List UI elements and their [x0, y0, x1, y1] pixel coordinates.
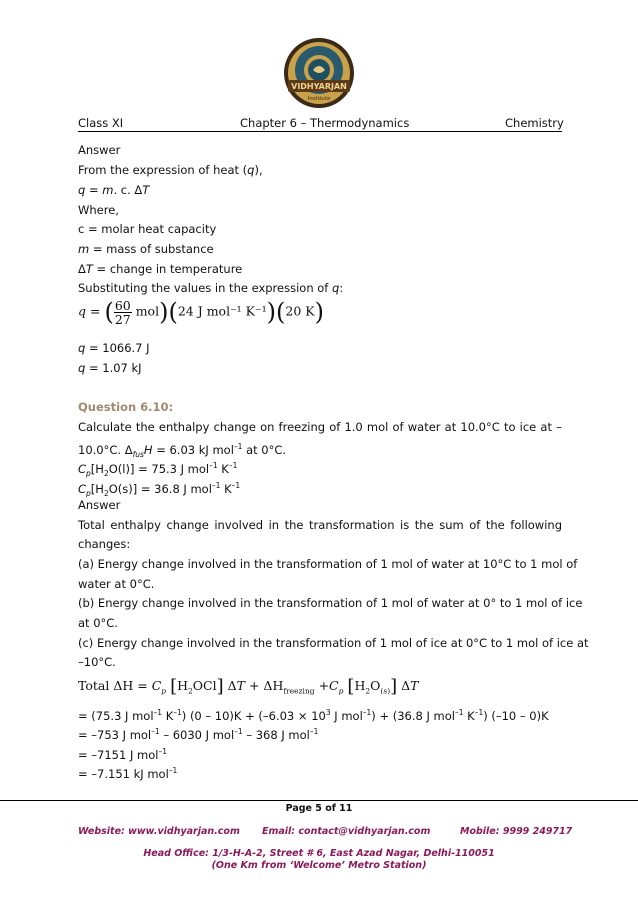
formula-line: q = m. c. ΔT [78, 183, 150, 197]
question-heading: Question 6.10: [78, 400, 174, 414]
text-line: (c) Energy change involved in the transformation of 1 mol of ice at 0°C to 1 mol of ice at [78, 636, 589, 650]
text-line: c = molar heat capacity [78, 222, 217, 236]
text-line: (b) Energy change involved in the transformation of 1 mol of water at 0° to 1 mol of ice [78, 596, 583, 610]
question-text: Calculate the enthalpy change on freezing of 1.0 mol of water at 10.0°C to ice at – [78, 420, 562, 434]
header-class: Class XI [78, 116, 124, 130]
svg-text:Institute: Institute [307, 96, 331, 102]
header-subject: Chemistry [505, 116, 564, 130]
text-line: Total enthalpy change involved in the transformation is the sum of the following [78, 518, 562, 532]
footer-mobile: Mobile: 9999 249717 [460, 826, 573, 837]
calc-step: = (75.3 J mol$^{-1}$ $K^{-1}$) $(0 - 10)K + (-6.03 \times 10^3$ J mol$^{-1}$) + (36.8 J mol$^{-1}$ $K^{-1}$) (–10 – 0)K [78, 708, 549, 723]
text-line: at 0°C. [78, 616, 118, 630]
calc-step: = –7.151 kJ mol$^{-1}$ [78, 766, 178, 781]
footer-website[interactable]: Website: www.vidhyarjan.com [78, 826, 240, 837]
text-line: (a) Energy change involved in the transformation of 1 mol of water at 10°C to 1 mol of [78, 557, 578, 571]
header-chapter: Chapter 6 – Thermodynamics [240, 116, 410, 130]
answer-label: Answer [78, 498, 121, 512]
footer-divider [0, 800, 638, 801]
calc-step: = –753 J mol$^{-1}$ – 6030 J mol$^{-1}$ – 368 J mol$^{-1}$ [78, 727, 319, 742]
text-line: ΔT = change in temperature [78, 262, 243, 276]
footer-office-address: Head Office: 1/3-H-A-2, Street # 6, East Azad Nagar, Delhi-110051 [143, 848, 495, 859]
text-line: From the expression of heat (q), [78, 163, 263, 177]
text-line: m = mass of substance [78, 242, 214, 256]
header-divider [78, 131, 562, 132]
footer-email[interactable]: Email: contact@vidhyarjan.com [262, 826, 431, 837]
vidhyarjan-logo [282, 36, 356, 110]
answer-label: Answer [78, 143, 121, 157]
heat-equation: q = ( $\frac{60}{27}$ mol)(24 J mol⁻¹ K⁻¹)(20 K) [78, 297, 324, 327]
question-text: 10.0°C. $\Delta_{fus}H = 6.03$ kJ mol$^{-1}$ at 0°C. [78, 442, 287, 460]
result-line: q = 1.07 kJ [78, 361, 142, 375]
footer-office-landmark: (One Km from ‘Welcome’ Metro Station) [211, 860, 427, 871]
calc-step: = –7151 J mol$^{-1}$ [78, 747, 167, 762]
text-line: –10°C. [78, 655, 116, 669]
page-number: Page 5 of 11 [285, 803, 353, 814]
text-line: changes: [78, 537, 131, 551]
result-line: q = 1066.7 J [78, 341, 150, 355]
text-line: water at 0°C. [78, 577, 155, 591]
cp-liquid: $C_p[H_2O(l)] = 75.3$ J mol$^{-1}$ $K^{-1}$ [78, 461, 238, 479]
cp-solid: $C_p[H_2O(s)] = 36.8$ J mol$^{-1}$ $K^{-1}$ [78, 481, 241, 499]
text-line: Substituting the values in the expression of q: [78, 281, 344, 295]
text-line: Where, [78, 203, 119, 217]
enthalpy-equation: Total $\Delta H = C_p$ $[H_2OCl] \Delta T + \Delta H_{freezing} +C_p$ $[H_2O_{(s)}]$ ΔT [78, 676, 419, 697]
svg-text:VIDHYARJAN: VIDHYARJAN [291, 82, 347, 91]
